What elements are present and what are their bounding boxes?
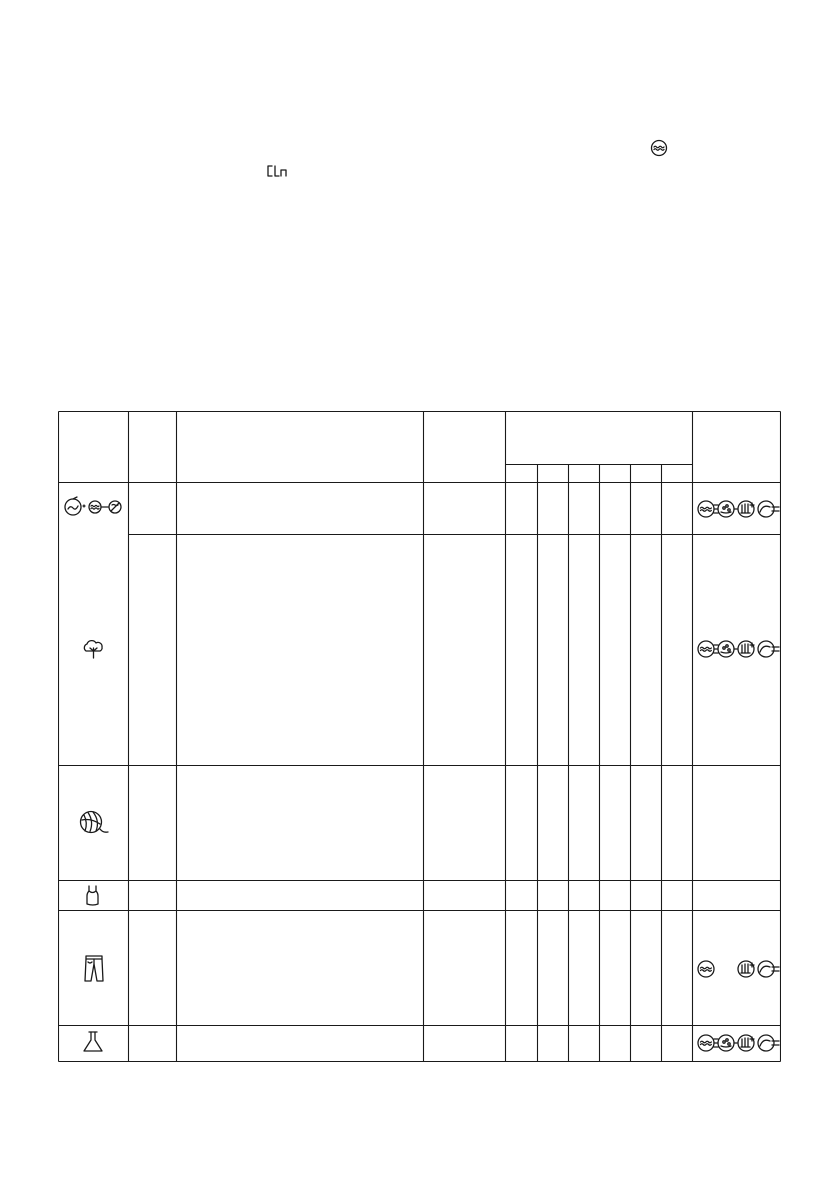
rinse-hold-icon xyxy=(650,139,668,157)
options-icons-row1 xyxy=(698,501,779,517)
options-icons-row5 xyxy=(698,961,779,977)
options-icons-row2 xyxy=(698,641,779,657)
cotton-icon xyxy=(84,641,102,658)
table-grid xyxy=(59,412,781,1062)
programme-table xyxy=(58,411,781,1062)
jeans-icon xyxy=(85,956,103,981)
machine-clean-icon xyxy=(84,1032,102,1051)
options-icons-row6 xyxy=(698,1035,779,1051)
cotton-eco-mix-icon xyxy=(65,497,121,515)
delicates-dress-icon xyxy=(87,886,98,905)
cln-display-icon xyxy=(266,164,288,178)
wool-icon xyxy=(81,812,109,833)
